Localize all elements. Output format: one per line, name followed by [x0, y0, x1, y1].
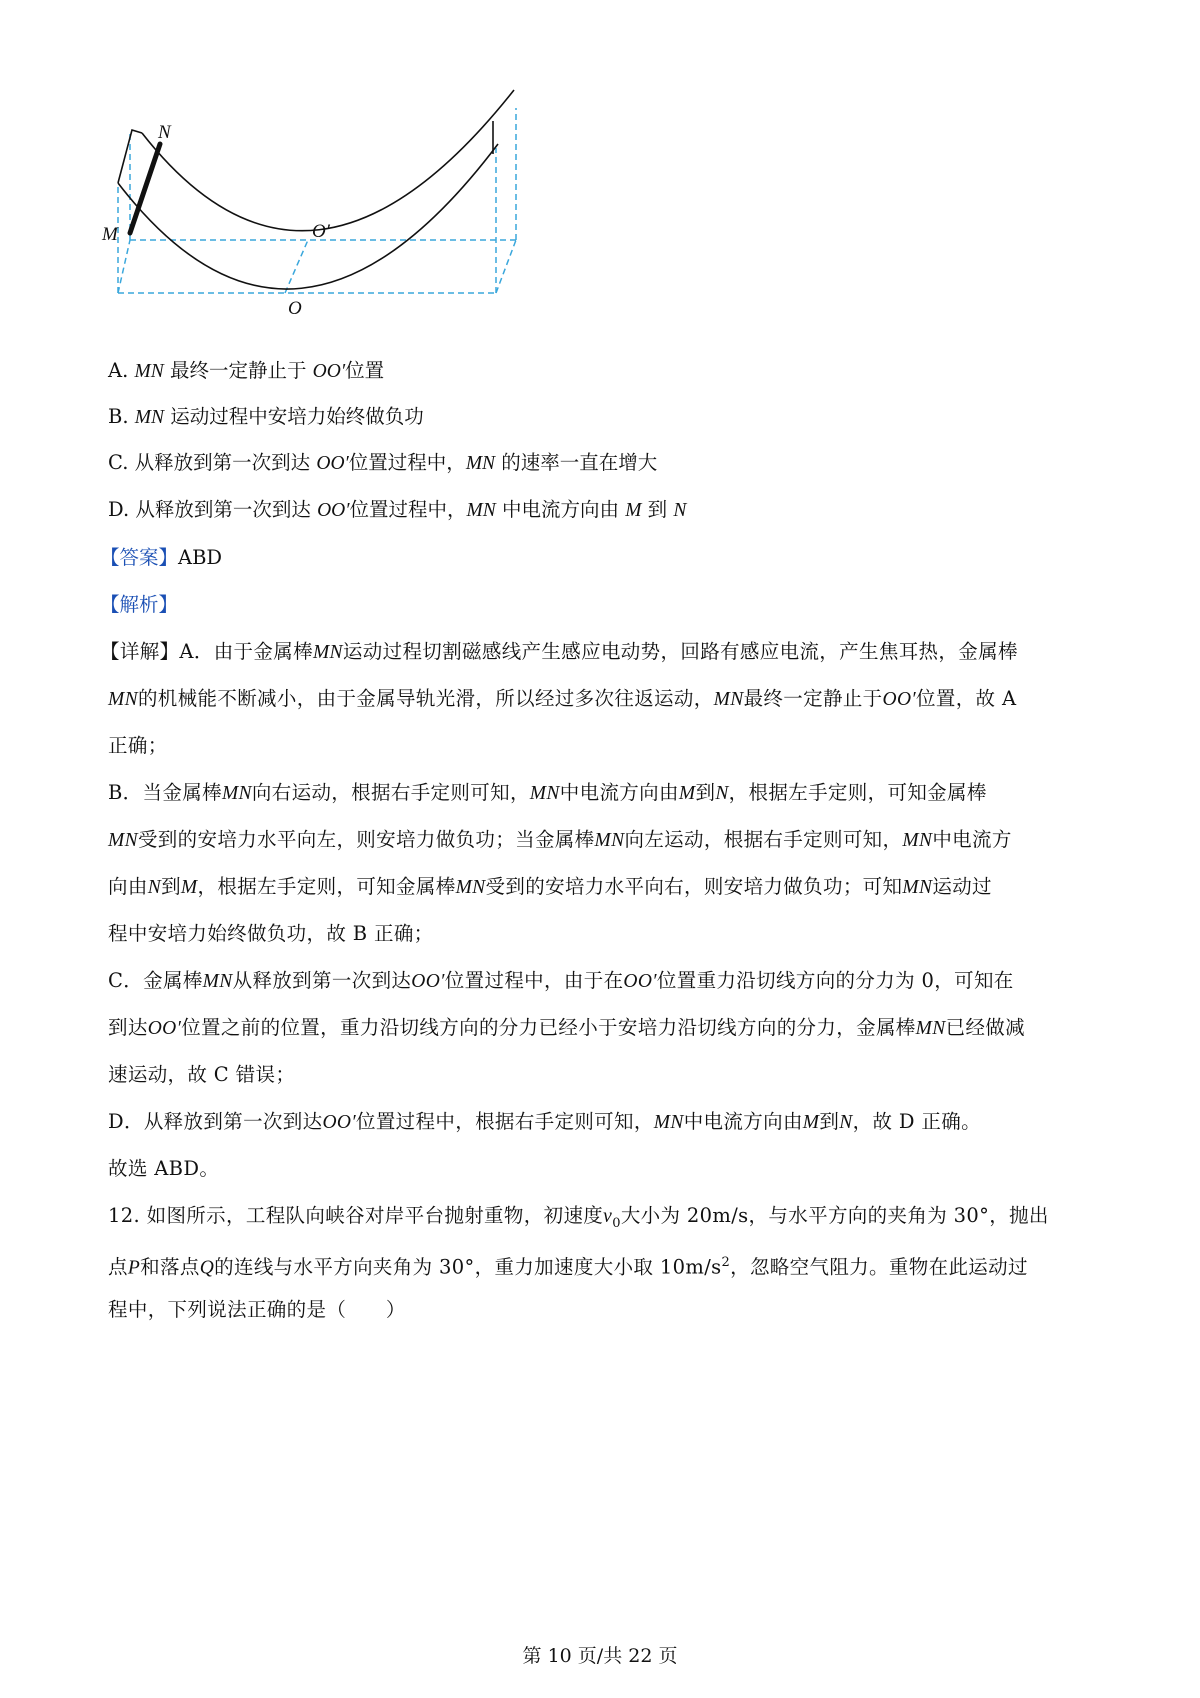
text: 正确； [108, 734, 168, 757]
text: 中电流方向由 [501, 498, 619, 521]
superscript: 2 [721, 1255, 731, 1270]
symbol: M [678, 783, 696, 804]
text: 从释放到第一次到达 [135, 498, 311, 521]
answer-line [100, 543, 1100, 573]
symbol: OO′ [322, 1112, 356, 1133]
text: 的机械能不断减小，由于金属导轨光滑，所以经过多次往返运动， [137, 687, 714, 710]
text: 向由 [108, 875, 148, 898]
detail-c-line-2 [108, 1013, 1108, 1044]
symbol: MN [902, 830, 933, 851]
detail-b-line-1 [108, 778, 1108, 809]
text: 中电流方向由 [559, 781, 679, 804]
text: 位置过程中，根据右手定则可知， [355, 1110, 654, 1133]
text: 的连线与水平方向夹角为 30°，重力加速度大小取 10m/s [214, 1255, 722, 1279]
symbol: MN [466, 500, 496, 521]
symbol: OO′ [147, 1018, 182, 1039]
text: 运动过程切割磁感线产生感应电动势，回路有感应电流，产生焦耳热，金属棒 [342, 640, 1018, 663]
detail-b-line-2 [108, 825, 1108, 856]
dashed-box [118, 108, 516, 293]
label-o: O [288, 298, 302, 319]
detail-line-2 [108, 684, 1108, 715]
text: 最终一定静止于 [743, 687, 883, 710]
symbol: N [673, 500, 687, 521]
symbol: MN [134, 361, 164, 382]
subscript: 0 [612, 1215, 621, 1231]
symbol: N [715, 783, 729, 804]
text: 程中，下列说法正确的是（ ） [108, 1298, 406, 1321]
detail-c-line-1 [108, 966, 1108, 997]
rails [118, 90, 514, 289]
question12-line-2 [108, 1248, 1108, 1284]
text: A．由于金属棒 [179, 640, 313, 663]
symbol: MN [312, 642, 343, 663]
option-c [108, 448, 1108, 479]
symbol: MN [713, 689, 744, 710]
text: 运动过 [932, 875, 992, 898]
label-o-prime: O′ [312, 221, 330, 242]
text: 运动过程中安培力始终做负功 [170, 405, 424, 428]
text: 受到的安培力水平向右，则安培力做负功；可知 [485, 875, 903, 898]
detail-label: 【详解】 [100, 640, 180, 663]
symbol: MN [134, 407, 164, 428]
text: 位置过程中， [349, 498, 467, 521]
text: 从释放到第一次到达 [232, 969, 412, 992]
text: 位置过程中， [348, 451, 466, 474]
text: D．从释放到第一次到达 [108, 1110, 323, 1133]
text: 受到的安培力水平向左，则安培力做负功；当金属棒 [137, 828, 595, 851]
answer-label: 【答案】 [100, 546, 179, 569]
question12-line-3 [108, 1295, 1108, 1325]
text: 位置过程中，由于在 [444, 969, 624, 992]
symbol: MN [653, 1112, 684, 1133]
text: 中电流方向由 [683, 1110, 803, 1133]
text: C．金属棒 [108, 969, 203, 992]
symbol: Q [199, 1257, 215, 1279]
text: 位置 [345, 359, 385, 382]
text: 位置之前的位置，重力沿切线方向的分力已经小于安培力沿切线方向的分力，金属棒 [181, 1016, 916, 1039]
text: 向左运动，根据右手定则可知， [624, 828, 903, 851]
rail-diagram-svg [100, 88, 580, 350]
question12-line-1 [108, 1201, 1108, 1239]
symbol: M [802, 1112, 820, 1133]
symbol: OO′ [317, 500, 350, 521]
symbol: OO′ [623, 971, 657, 992]
detail-line-1 [100, 637, 1100, 668]
text: 位置重力沿切线方向的分力为 0，可知在 [656, 969, 1014, 992]
label-n: N [158, 122, 171, 143]
option-letter: D. [108, 498, 130, 521]
symbol: MN [108, 689, 138, 710]
detail-c-line-3 [108, 1060, 1108, 1090]
text: 位置，故 A [916, 687, 1017, 710]
symbol: N [147, 877, 162, 898]
text: 12. 如图所示，工程队向峡谷对岸平台抛射重物，初速度 [108, 1204, 604, 1227]
symbol: MN [529, 783, 560, 804]
option-letter: B. [108, 405, 129, 428]
detail-b-line-3 [108, 872, 1108, 903]
text: 到 [695, 781, 716, 804]
symbol: OO′ [882, 689, 916, 710]
symbol: MN [465, 453, 496, 474]
symbol: MN [594, 830, 625, 851]
text: 和落点 [140, 1255, 200, 1279]
symbol: MN [202, 971, 233, 992]
option-a [108, 356, 1108, 387]
text: 到 [819, 1110, 840, 1133]
symbol: MN [221, 783, 252, 804]
option-d [108, 495, 1108, 526]
back-rail [142, 90, 514, 231]
symbol: OO′ [316, 453, 349, 474]
symbol: P [127, 1257, 141, 1279]
text: 向右运动，根据右手定则可知， [251, 781, 530, 804]
text: 故选 ABD。 [108, 1157, 220, 1180]
text: 已经做减 [945, 1016, 1025, 1039]
detail-select [108, 1154, 1108, 1184]
page-footer: 第 10 页/共 22 页 [522, 1645, 678, 1667]
symbol: MN [455, 877, 486, 898]
symbol: OO′ [312, 361, 346, 382]
text: ，根据左手定则，可知金属棒 [197, 875, 456, 898]
option-letter: C. [108, 451, 129, 474]
option-b [108, 402, 1108, 433]
rail-diagram [100, 88, 580, 350]
text: 到达 [108, 1016, 148, 1039]
symbol: MN [902, 877, 933, 898]
text: 到 [161, 875, 181, 898]
symbol: N [839, 1112, 853, 1133]
text: 的速率一直在增大 [501, 451, 658, 474]
symbol: MN [915, 1018, 946, 1039]
detail-line-3 [108, 731, 1108, 761]
text: B．当金属棒 [108, 781, 222, 804]
text: ，故 D 正确。 [852, 1110, 981, 1133]
text: 最终一定静止于 [169, 359, 307, 382]
text: 程中安培力始终做负功，故 B 正确； [108, 922, 434, 945]
text: 点 [108, 1255, 128, 1279]
analysis-label: 【解析】 [100, 593, 179, 616]
text: 中电流方 [932, 828, 1012, 851]
symbol: MN [108, 830, 138, 851]
front-rail [118, 144, 498, 289]
text: 从释放到第一次到达 [134, 451, 311, 474]
symbol: M [180, 877, 198, 898]
detail-b-line-4 [108, 919, 1108, 949]
detail-d-line-1 [108, 1107, 1108, 1138]
rod-mn [130, 144, 160, 233]
symbol: v [603, 1206, 613, 1227]
option-letter: A. [108, 359, 129, 382]
answer-value: ABD [178, 546, 223, 569]
label-m: M [102, 224, 118, 245]
text: ，根据左手定则，可知金属棒 [728, 781, 987, 804]
text: 速运动，故 C 错误； [108, 1063, 296, 1086]
symbol: OO′ [411, 971, 445, 992]
text: 到 [647, 498, 668, 521]
text: 大小为 20m/s，与水平方向的夹角为 30°，抛出 [620, 1204, 1049, 1227]
symbol: M [625, 500, 642, 521]
analysis-line [100, 590, 1100, 620]
text: ，忽略空气阻力。重物在此运动过 [730, 1255, 1028, 1279]
